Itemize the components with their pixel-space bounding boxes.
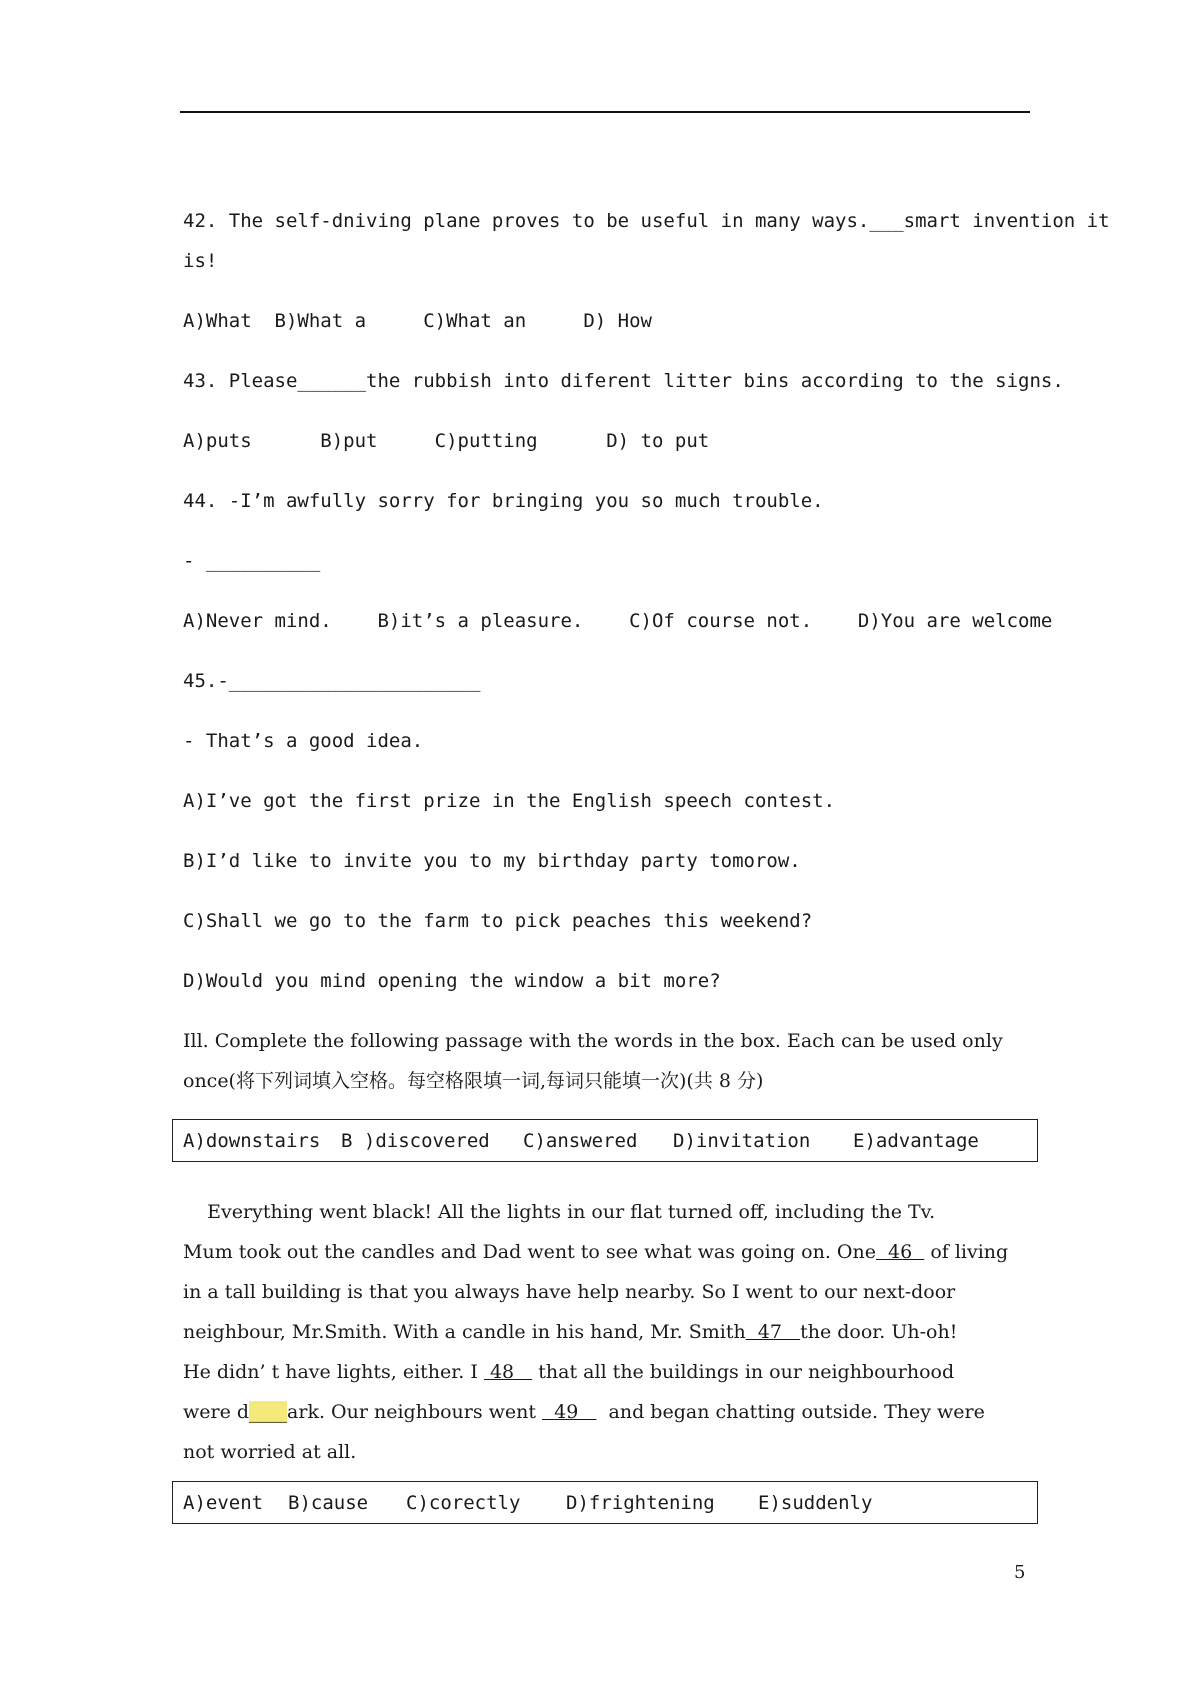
word-box-1-option-a: A)downstairs [183, 1130, 321, 1152]
passage-text: and began chatting outside. They were [596, 1401, 985, 1423]
word-box-2-option-e: E)suddenly [758, 1492, 873, 1514]
q42-text: 42. The self-dniving plane proves to be useful in many ways.___smart invention it [183, 210, 1110, 232]
word-box-1-option-d: D)invitation [673, 1130, 811, 1152]
q45-option-a: A)I’ve got the first prize in the English speech contest. [183, 790, 836, 812]
word-box-1-option-e: E)advantage [853, 1130, 979, 1152]
word-box-1-option-b: B )discovered [341, 1130, 490, 1152]
blank-49: 49 [542, 1401, 597, 1423]
word-box-2-option-b: B)cause [288, 1492, 369, 1514]
passage-text: Mum took out the candles and Dad went to see what was going on. One [183, 1241, 876, 1263]
header-rule [180, 111, 1030, 113]
section-3-instructions-cont: once(将下列词填入空格。每空格限填一词,每词只能填一次)(共 8 分) [183, 1070, 764, 1092]
passage-line: Everything went black! All the lights in our flat turned off, including the Tv. [183, 1201, 936, 1223]
passage-text: He didn’ t have lights, either. I [183, 1361, 484, 1383]
passage-text: the door. Uh-oh! [800, 1321, 958, 1343]
q43-text: 43. Please______the rubbish into diferent litter bins according to the signs. [183, 370, 1064, 392]
q42-options: A)What B)What a C)What an D) How [183, 310, 652, 332]
q45-option-b: B)I’d like to invite you to my birthday party tomorow. [183, 850, 801, 872]
passage-line [183, 1352, 1029, 1392]
passage-text: that all the buildings in our neighbourhood [532, 1361, 955, 1383]
passage-line [183, 1232, 1029, 1272]
q44-text: 44. -I’m awfully sorry for bringing you so much trouble. [183, 490, 824, 512]
blank-48: 48 [483, 1361, 533, 1383]
q42-text-cont: is! [183, 250, 218, 272]
q45-option-c: C)Shall we go to the farm to pick peaches this weekend? [183, 910, 813, 932]
word-box-1 [172, 1119, 1038, 1162]
passage-line: in a tall building is that you always have help nearby. So I went to our next-door [183, 1281, 956, 1303]
page-number: 5 [1014, 1562, 1026, 1583]
q45-option-d: D)Would you mind opening the window a bit more? [183, 970, 721, 992]
blank-47: 47 [745, 1321, 801, 1343]
word-box-2-option-d: D)frightening [566, 1492, 715, 1514]
word-box-2-option-c: C)corectly [406, 1492, 521, 1514]
passage-text: ark. Our neighbours went [287, 1401, 543, 1423]
passage-text: neighbour, Mr.Smith. With a candle in his hand, Mr. Smith [183, 1321, 746, 1343]
highlight-mark: ____ [249, 1401, 288, 1423]
word-box-2-option-a: A)event [183, 1492, 264, 1514]
q44-answer-blank: - __________ [183, 550, 321, 572]
q44-options: A)Never mind. B)it’s a pleasure. C)Of course not. D)You are welcome [183, 610, 1053, 632]
q45-text: 45.-______________________ [183, 670, 481, 692]
passage-line [183, 1312, 1029, 1352]
passage-line: not worried at all. [183, 1441, 357, 1463]
word-box-2 [172, 1481, 1038, 1524]
q45-response: - That’s a good idea. [183, 730, 424, 752]
passage-text: of living [924, 1241, 1009, 1263]
passage-line [183, 1392, 1029, 1432]
word-box-1-option-c: C)answered [523, 1130, 638, 1152]
section-3-instructions: Ill. Complete the following passage with the words in the box. Each can be used only [183, 1030, 1003, 1052]
passage-text: were d [183, 1401, 250, 1423]
q43-options: A)puts B)put C)putting D) to put [183, 430, 710, 452]
blank-46: 46 [875, 1241, 925, 1263]
passage [183, 1192, 1029, 1472]
